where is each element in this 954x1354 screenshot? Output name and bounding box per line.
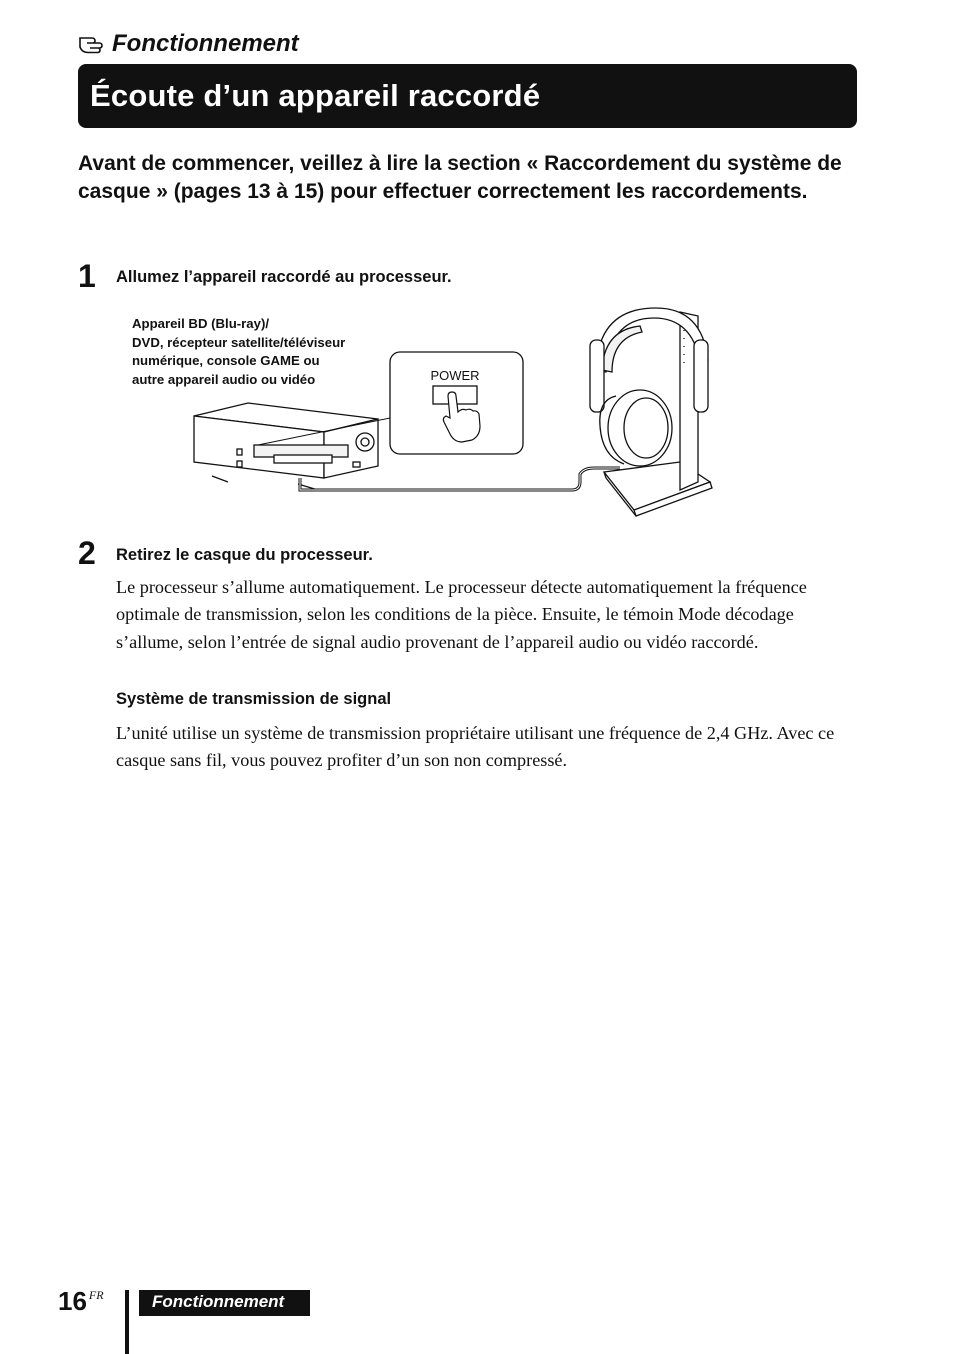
page-number xyxy=(58,1286,104,1317)
step-1-title: Allumez l’appareil raccordé au processeur. xyxy=(116,268,452,286)
footer-section-tag: Fonctionnement xyxy=(139,1290,310,1316)
pointing-hand-icon xyxy=(78,32,106,56)
step-2-title: Retirez le casque du processeur. xyxy=(116,546,373,564)
device-caption-line: autre appareil audio ou vidéo xyxy=(132,371,316,387)
page-number-value: 16 xyxy=(58,1286,87,1316)
av-device-drawing xyxy=(194,403,378,490)
step-2-body: Le processeur s’allume automatiquement. Le processeur détecte automatiquement la fréquence optimale de transmission, selon les conditions de la pièce. Ensuite, le témoin Mode décodage s’allume, selon l’entrée de signal audio provenant de l’appareil audio ou vidéo raccordé. xyxy=(116,577,807,652)
subsection-title: Système de transmission de signal xyxy=(116,690,392,708)
footer-rule xyxy=(125,1290,129,1354)
step-2-number: 2 xyxy=(78,535,96,571)
subsection-body: L’unité utilise un système de transmission propriétaire utilisant une fréquence de 2,4 GHz. Avec ce casque sans fil, vous pouvez profiter d’un son non compressé. xyxy=(116,723,835,771)
section-tag xyxy=(78,30,299,58)
intro-text: Avant de commencer, veillez à lire la section « Raccordement du système de casque » (pages 13 à 15) pour effectuer correctement les raccordements. xyxy=(78,152,842,203)
device-caption-line: Appareil BD (Blu-ray)/ xyxy=(132,316,270,331)
device-caption-line: numérique, console GAME ou xyxy=(132,353,320,368)
device-caption-line: DVD, récepteur satellite/téléviseur xyxy=(132,334,346,350)
device-caption xyxy=(132,315,392,389)
title-bar xyxy=(78,64,857,128)
section-name: Fonctionnement xyxy=(112,30,299,57)
step-1-number: 1 xyxy=(78,258,96,294)
page-title: Écoute d’un appareil raccordé xyxy=(90,78,541,113)
power-button-label: POWER xyxy=(430,368,480,383)
language-code: FR xyxy=(88,1288,104,1302)
